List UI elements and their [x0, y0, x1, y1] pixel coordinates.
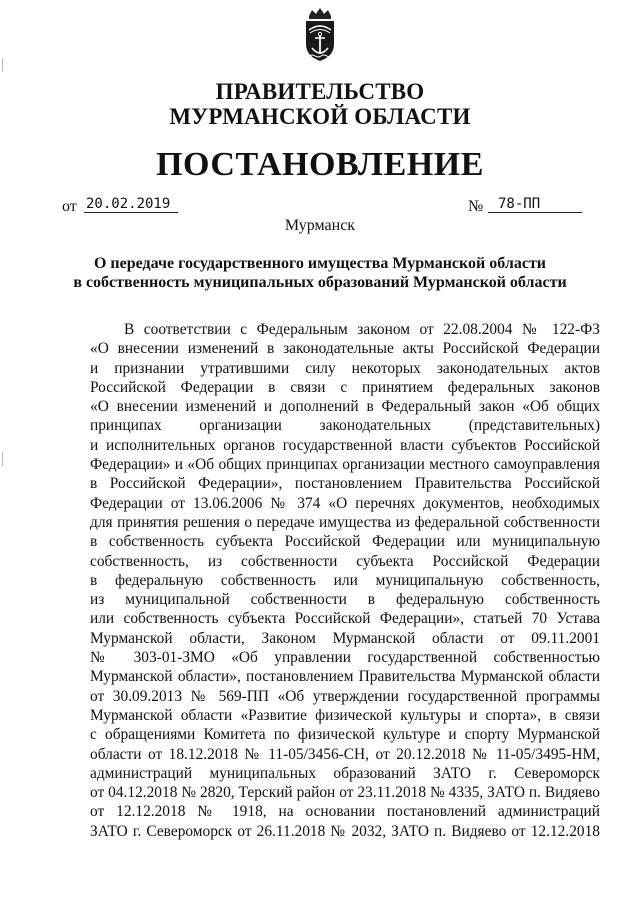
- body-line: и исполнительных органов государственной власти субъектов Российской: [90, 436, 600, 454]
- document-type: ПОСТАНОВЛЕНИЕ: [156, 146, 484, 183]
- body-line: в Российской Федерации», постановлением Правительства Российской: [90, 475, 600, 493]
- body-line: Мурманской области», постановлением Правительства Мурманской области: [90, 668, 600, 686]
- body-line: «О внесении изменений в законодательные акты Российской Федерации: [90, 340, 600, 358]
- body-line: Федерации от 13.06.2006 № 374 «О перечнях документов, необходимых: [90, 494, 600, 512]
- scan-mark: [2, 58, 3, 72]
- date-prefix: от: [62, 198, 77, 215]
- body-line: собственность, из собственности субъекта Российской Федерации: [90, 552, 600, 570]
- body-line: или собственность субъекта Российской Федерации», статьей 70 Устава: [90, 610, 600, 628]
- number-prefix: №: [468, 198, 484, 215]
- body-line: в собственность субъекта Российской Федерации или муниципальную: [90, 533, 600, 551]
- body-line: ЗАТО г. Североморск от 26.11.2018 № 2032, ЗАТО п. Видяево от 12.12.2018: [90, 822, 600, 840]
- document-date: 20.02.2019: [84, 196, 178, 213]
- document-body: [90, 320, 600, 841]
- body-line: области от 18.12.2018 № 11-05/3456-СН, от 20.12.2018 № 11-05/3495-НМ,: [90, 745, 600, 763]
- body-line: «О внесении изменений и дополнений в Федеральный закон «Об общих: [90, 398, 600, 416]
- org-title-line1: ПРАВИТЕЛЬСТВО: [215, 79, 425, 104]
- body-line: от 04.12.2018 № 2820, Терский район от 23.11.2018 № 4335, ЗАТО п. Видяево: [90, 784, 600, 802]
- body-line: № 303-01-ЗМО «Об управлении государственной собственностью: [90, 649, 600, 667]
- body-line: Мурманской области, Законом Мурманской области от 09.11.2001: [90, 629, 600, 647]
- body-line: с обращениями Комитета по физической культуре и спорту Мурманской: [90, 726, 600, 744]
- city: Мурманск: [284, 217, 356, 234]
- body-line: и признании утратившими силу некоторых законодательных актов: [90, 359, 600, 377]
- body-line: администраций муниципальных образований ЗАТО г. Североморск: [90, 764, 600, 782]
- document-number: 78-ПП: [488, 196, 582, 213]
- subject-line1: О передаче государственного имущества Мурманской области: [93, 255, 547, 272]
- subject-line2: в собственность муниципальных образований Мурманской области: [73, 274, 567, 291]
- body-line: Федерации» и «Об общих принципах организации местного самоуправления: [90, 456, 600, 474]
- body-line: от 12.12.2018 № 1918, на основании постановлений администраций: [90, 803, 600, 821]
- body-line: В соответствии с Федеральным законом от 22.08.2004 № 122-ФЗ: [124, 321, 600, 338]
- body-line: из муниципальной собственности в федеральную собственность: [90, 591, 600, 609]
- body-line: Российской Федерации в связи с принятием федеральных законов: [90, 378, 600, 396]
- org-title-line2: МУРМАНСКОЙ ОБЛАСТИ: [169, 104, 471, 129]
- body-line: для принятия решения о передаче имущества из федеральной собственности: [90, 513, 600, 531]
- body-line: в федеральную собственность или муниципальную собственность,: [90, 571, 600, 589]
- scan-mark: [2, 452, 3, 466]
- body-line: принципах организации законодательных (представительных): [90, 417, 600, 435]
- coat-of-arms-icon: [300, 6, 340, 62]
- body-line: Мурманской области «Развитие физической культуры и спорта», в связи: [90, 706, 600, 724]
- body-line: от 30.09.2013 № 569-ПП «Об утверждении государственной программы: [90, 687, 600, 705]
